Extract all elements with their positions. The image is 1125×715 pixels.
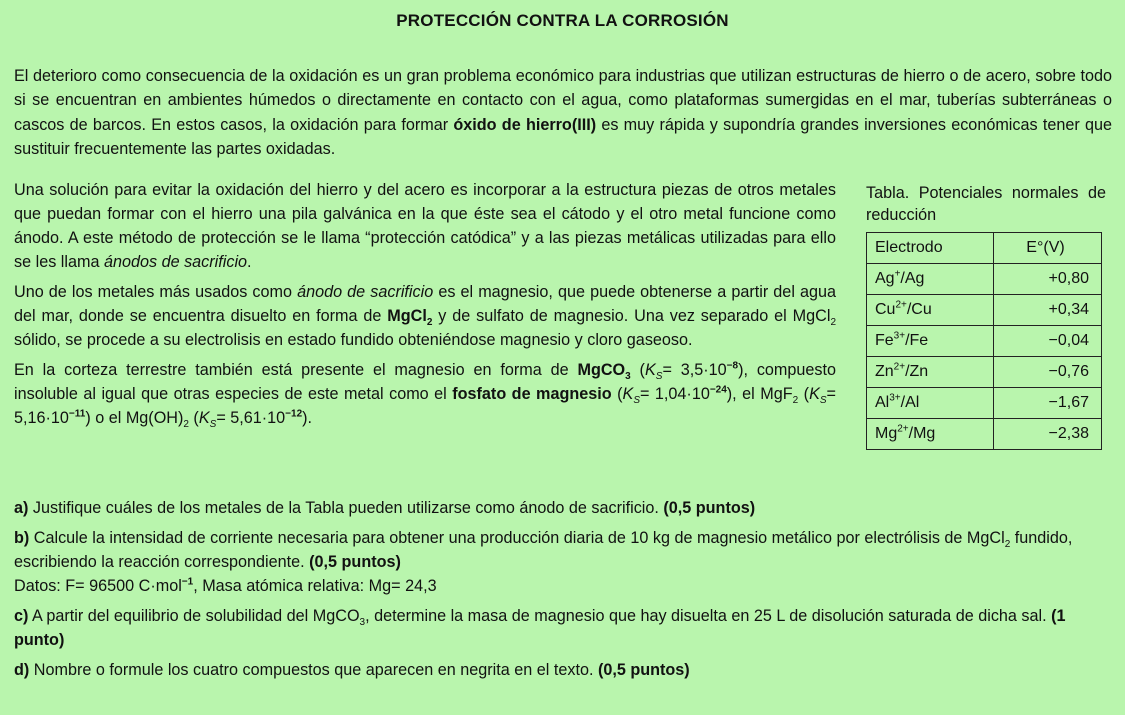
metal: /Fe <box>905 332 929 349</box>
potential-cell: −2,38 <box>994 419 1102 450</box>
paragraph-text: = 5,61·10 <box>216 409 286 427</box>
subscript: 2 <box>830 317 836 329</box>
potentials-table-block <box>866 182 1106 450</box>
data-line <box>14 574 1112 598</box>
metal: /Zn <box>905 363 929 380</box>
question-points: (0,5 puntos) <box>309 553 401 571</box>
formula: MgCl <box>387 307 427 325</box>
ion-charge: 2+ <box>893 361 906 373</box>
table-row <box>867 419 1102 450</box>
paragraph-text: ( <box>611 385 623 403</box>
question-a <box>14 496 1112 520</box>
potential-cell: +0,80 <box>994 264 1102 295</box>
paragraph-text: ( <box>798 385 810 403</box>
question-text: fundido, escribiendo la reacción correspondiente. <box>14 529 1073 571</box>
exponent: −8 <box>726 360 739 372</box>
question-label: b) <box>14 529 30 547</box>
ks-symbol: K <box>622 385 634 403</box>
paragraph-magnesium <box>14 280 836 352</box>
question-text: A partir del equilibrio de solubilidad del MgCO <box>28 607 360 625</box>
potential-cell: +0,34 <box>994 295 1102 326</box>
electrode-cell <box>867 357 994 388</box>
bold-compound <box>577 361 631 383</box>
header-electrode: Electrodo <box>867 233 994 264</box>
subscript: 2 <box>183 419 189 431</box>
paragraph-text: Una solución para evitar la oxidación del hierro y del acero es incorporar a la estructura piezas de otros metales que puedan formar con el hierro una pila galvánica en la que éste sea el cátodo y el otro metal funcione como ánodo. A este método de protección se le llama “protección catódica” y a las piezas metálicas utilizadas para ello se les llama <box>14 181 836 271</box>
paragraph-text: = 3,5·10 <box>662 361 727 379</box>
ion: Al <box>875 394 890 411</box>
paragraph-text: . <box>247 253 252 271</box>
electrode-cell <box>867 295 994 326</box>
paragraph-text: ). <box>302 409 313 427</box>
subscript: 2 <box>426 317 433 329</box>
paragraph-text: ( <box>630 361 645 379</box>
question-label: d) <box>14 661 30 679</box>
ion-charge: 3+ <box>893 330 906 342</box>
ks-symbol: K <box>198 409 210 427</box>
paragraph-text: ) o el Mg(OH) <box>85 409 184 427</box>
question-points: (1 punto) <box>14 607 1066 649</box>
italic-term: ánodos de sacrificio <box>103 253 248 271</box>
table-row <box>867 357 1102 388</box>
potential-cell: −1,67 <box>994 388 1102 419</box>
paragraph-text: es el magnesio, que puede obtenerse a partir del agua del mar, donde se encuentra disuelto en forma de <box>14 283 837 325</box>
paragraph-text: ), compuesto insoluble al igual que otras especies de este metal como el <box>14 361 836 403</box>
ion: Ag <box>875 270 895 287</box>
ion-charge: 2+ <box>895 299 907 311</box>
ion: Fe <box>875 332 894 349</box>
electrode-cell <box>867 326 994 357</box>
table-caption: Tabla. Potenciales normales de reducción <box>866 184 1106 224</box>
potential-cell: −0,04 <box>994 326 1102 357</box>
intro-text: El deterioro como consecuencia de la oxidación es un gran problema económico para industrias que utilizan estructuras de hierro o de acero, sobre todo si se encuentran en ambientes húmedos o directamente en contacto con el agua, como plataformas sumergidas en el mar, tuberías subterráneas o cascos de barcos. En estos casos, la oxidación para formar <box>14 67 1112 134</box>
ion-charge: 3+ <box>889 392 901 404</box>
metal: /Cu <box>906 301 932 318</box>
ks-symbol: K <box>809 385 820 403</box>
question-text: Calcule la intensidad de corriente necesaria para obtener una producción diaria de 10 kg de magnesio metálico por electrólisis de MgCl <box>29 529 1005 547</box>
subscript: 2 <box>1004 539 1011 551</box>
subscript: 2 <box>792 395 799 407</box>
paragraph-text: ( <box>188 409 199 427</box>
ion-charge: + <box>894 268 901 280</box>
intro-text: es muy rápida y supondría grandes inversiones económicas tener que sustituir frecuentemente las partes oxidadas. <box>14 115 1112 158</box>
exponent: −12 <box>285 408 303 420</box>
question-label: a) <box>14 499 29 517</box>
subscript: S <box>819 395 827 407</box>
table-row <box>867 326 1102 357</box>
paragraph-text: y de sulfato de magnesio. Una vez separado el MgCl <box>432 307 831 325</box>
question-c <box>14 604 1112 652</box>
paragraph-text: sólido, se procede a su electrolisis en estado fundido obteniéndose magnesio y cloro gaseoso. <box>14 331 693 349</box>
exponent: −24 <box>709 384 727 396</box>
table-header-row <box>867 233 1102 264</box>
question-text: Nombre o formule los cuatro compuestos que aparecen en negrita en el texto. <box>29 661 598 679</box>
table-row <box>867 264 1102 295</box>
electrode-cell <box>867 388 994 419</box>
exponent: −11 <box>68 408 86 420</box>
ion: Cu <box>875 301 896 318</box>
bold-compound: óxido de hierro(III) <box>453 115 597 134</box>
paragraph-text: ), el MgF <box>726 385 793 403</box>
ion: Mg <box>875 425 898 442</box>
page-title: PROTECCIÓN CONTRA LA CORROSIÓN <box>396 11 729 30</box>
bold-compound <box>387 307 433 329</box>
data-text: , Masa atómica relativa: Mg= 24,3 <box>193 577 437 595</box>
subscript: 3 <box>359 617 366 629</box>
table-row <box>867 295 1102 326</box>
header-potential: E°(V) <box>994 233 1102 264</box>
question-points: (0,5 puntos) <box>663 499 756 517</box>
metal: /Ag <box>900 270 925 287</box>
questions-section <box>14 496 1112 682</box>
body-left-column <box>14 178 836 436</box>
question-text: , determine la masa de magnesio que hay disuelta en 25 L de disolución saturada de dicha sal. <box>365 607 1052 625</box>
question-text: Justifique cuáles de los metales de la Tabla pueden utilizarse como ánodo de sacrificio. <box>28 499 664 517</box>
subscript: 3 <box>625 371 631 383</box>
paragraph-text: En la corteza terrestre también está presente el magnesio en forma de <box>14 361 578 379</box>
electrode-cell <box>867 264 994 295</box>
data-text: Datos: F= 96500 C·mol <box>14 577 182 595</box>
subscript: S <box>655 371 663 383</box>
electrode-cell <box>867 419 994 450</box>
intro-paragraph <box>14 64 1112 161</box>
question-label: c) <box>14 607 29 625</box>
paragraph-text: = 5,16·10 <box>14 385 837 427</box>
paragraph-text: = 1,04·10 <box>639 385 710 403</box>
metal: /Mg <box>908 425 936 442</box>
bold-compound: fosfato de magnesio <box>452 385 612 403</box>
subscript: S <box>633 395 640 407</box>
question-points: (0,5 puntos) <box>597 661 690 679</box>
subscript: S <box>209 419 217 431</box>
question-b <box>14 526 1112 574</box>
potential-cell: −0,76 <box>994 357 1102 388</box>
ion: Zn <box>875 363 894 380</box>
ion-charge: 2+ <box>897 423 909 435</box>
reduction-potentials-table <box>866 232 1102 450</box>
paragraph-solubility <box>14 358 836 430</box>
italic-term: ánodo de sacrificio <box>297 283 434 301</box>
exponent: −1 <box>181 576 194 588</box>
metal: /Al <box>900 394 920 411</box>
ks-symbol: K <box>644 361 656 379</box>
table-row <box>867 388 1102 419</box>
paragraph-text: Uno de los metales más usados como <box>14 283 298 301</box>
question-d <box>14 658 1112 682</box>
formula: MgCO <box>577 361 626 379</box>
paragraph-cathodic-protection <box>14 178 836 274</box>
